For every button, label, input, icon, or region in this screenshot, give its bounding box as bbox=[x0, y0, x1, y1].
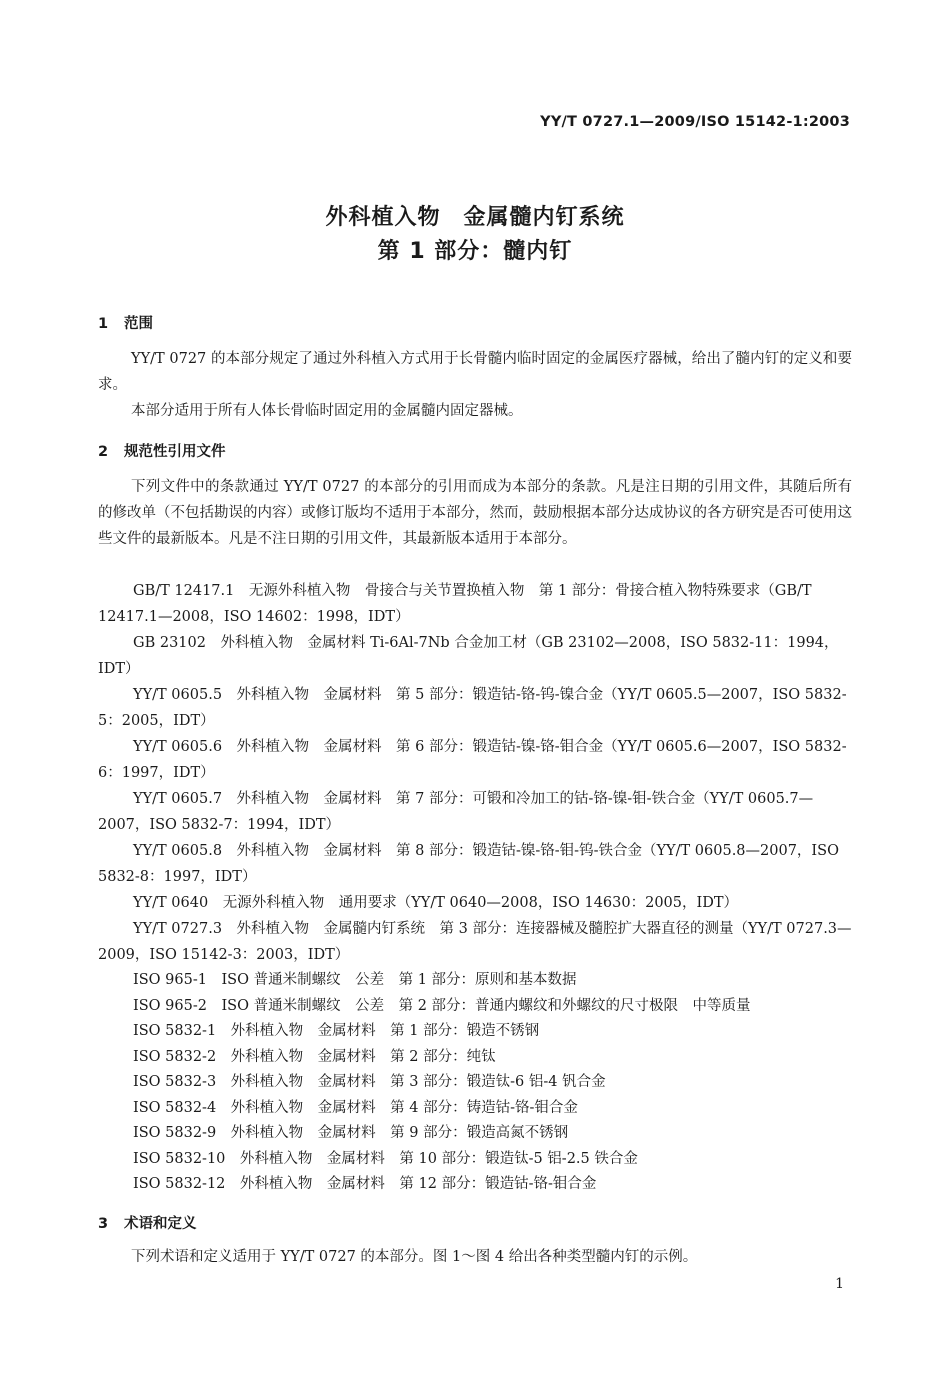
paragraph: YY/T 0727 的本部分规定了通过外科植入方式用于长骨髓内临时固定的金属医疗器械，给出了髓内钉的定义和要求。 bbox=[98, 351, 852, 393]
section-1-body bbox=[98, 346, 852, 424]
reference-item: YY/T 0640 无源外科植入物 通用要求（YY/T 0640—2008，ISO 14630：2005，IDT） bbox=[133, 895, 739, 911]
section-title: 范围 bbox=[124, 316, 153, 332]
section-2-intro bbox=[98, 474, 852, 552]
normative-references bbox=[98, 578, 854, 1198]
reference-item: ISO 965-2 ISO 普通米制螺纹 公差 第 2 部分：普通内螺纹和外螺纹的尺寸极限 中等质量 bbox=[133, 997, 751, 1014]
reference-item: GB/T 12417.1 无源外科植入物 骨接合与关节置换植入物 第 1 部分：骨接合植入物特殊要求（GB/T 12417.1—2008，ISO 14602：1998，IDT） bbox=[98, 583, 812, 625]
reference-item: YY/T 0605.8 外科植入物 金属材料 第 8 部分：锻造钴-镍-铬-钼-钨-铁合金（YY/T 0605.8—2007，ISO 5832-8：1997，IDT） bbox=[98, 843, 839, 885]
section-title: 术语和定义 bbox=[124, 1216, 197, 1232]
page-number: 1 bbox=[835, 1276, 844, 1292]
reference-item: ISO 5832-3 外科植入物 金属材料 第 3 部分：锻造钛-6 铝-4 钒合金 bbox=[133, 1074, 606, 1090]
standard-number: YY/T 0727.1—2009/ISO 15142-1:2003 bbox=[540, 114, 850, 130]
paragraph: 本部分适用于所有人体长骨临时固定用的金属髓内固定器械。 bbox=[131, 403, 523, 419]
reference-item: ISO 5832-1 外科植入物 金属材料 第 1 部分：锻造不锈钢 bbox=[133, 1023, 540, 1039]
section-number: 1 bbox=[98, 316, 109, 332]
reference-item: ISO 5832-2 外科植入物 金属材料 第 2 部分：纯钛 bbox=[133, 1048, 496, 1065]
reference-item: YY/T 0605.5 外科植入物 金属材料 第 5 部分：锻造钴-铬-钨-镍合金（YY/T 0605.5—2007，ISO 5832-5：2005，IDT） bbox=[98, 687, 847, 729]
section-number: 2 bbox=[98, 444, 109, 460]
reference-item: ISO 965-1 ISO 普通米制螺纹 公差 第 1 部分：原则和基本数据 bbox=[133, 972, 577, 988]
section-2-heading bbox=[98, 440, 226, 461]
paragraph: 下列术语和定义适用于 YY/T 0727 的本部分。图 1～图 4 给出各种类型髓内钉的示例。 bbox=[131, 1249, 698, 1265]
reference-item: ISO 5832-12 外科植入物 金属材料 第 12 部分：锻造钴-铬-钼合金 bbox=[133, 1176, 597, 1192]
reference-item: ISO 5832-4 外科植入物 金属材料 第 4 部分：铸造钴-铬-钼合金 bbox=[133, 1099, 578, 1116]
section-1-heading bbox=[98, 312, 153, 333]
section-number: 3 bbox=[98, 1216, 109, 1232]
reference-item: YY/T 0605.7 外科植入物 金属材料 第 7 部分：可锻和冷加工的钴-铬-镍-钼-铁合金（YY/T 0605.7—2007，ISO 5832-7：1994，IDT） bbox=[98, 791, 814, 833]
paragraph: 下列文件中的条款通过 YY/T 0727 的本部分的引用而成为本部分的条款。凡是注日期的引用文件，其随后所有的修改单（不包括勘误的内容）或修订版均不适用于本部分，然而，鼓励根据本部分达成协议的各方研究是否可使用这些文件的最新版本。凡是不注日期的引用文件，其最新版本适用于本部分。 bbox=[98, 479, 852, 547]
title-line-1: 外科植入物 金属髓内钉系统 bbox=[325, 205, 625, 230]
reference-item: ISO 5832-9 外科植入物 金属材料 第 9 部分：锻造高氮不锈钢 bbox=[133, 1125, 569, 1141]
reference-item: GB 23102 外科植入物 金属材料 Ti-6Al-7Nb 合金加工材（GB 23102—2008，ISO 5832-11：1994，IDT） bbox=[98, 635, 839, 677]
reference-item: ISO 5832-10 外科植入物 金属材料 第 10 部分：锻造钛-5 铝-2.5 铁合金 bbox=[133, 1150, 638, 1167]
title-line-2: 第 1 部分：髓内钉 bbox=[377, 239, 573, 264]
section-3-body bbox=[98, 1244, 852, 1270]
section-title: 规范性引用文件 bbox=[124, 444, 226, 460]
reference-item: YY/T 0605.6 外科植入物 金属材料 第 6 部分：锻造钴-镍-铬-钼合金（YY/T 0605.6—2007，ISO 5832-6：1997，IDT） bbox=[98, 739, 847, 781]
section-3-heading bbox=[98, 1212, 197, 1233]
reference-item: YY/T 0727.3 外科植入物 金属髓内钉系统 第 3 部分：连接器械及髓腔扩大器直径的测量（YY/T 0727.3—2009，ISO 15142-3：2003，IDT） bbox=[98, 921, 852, 963]
